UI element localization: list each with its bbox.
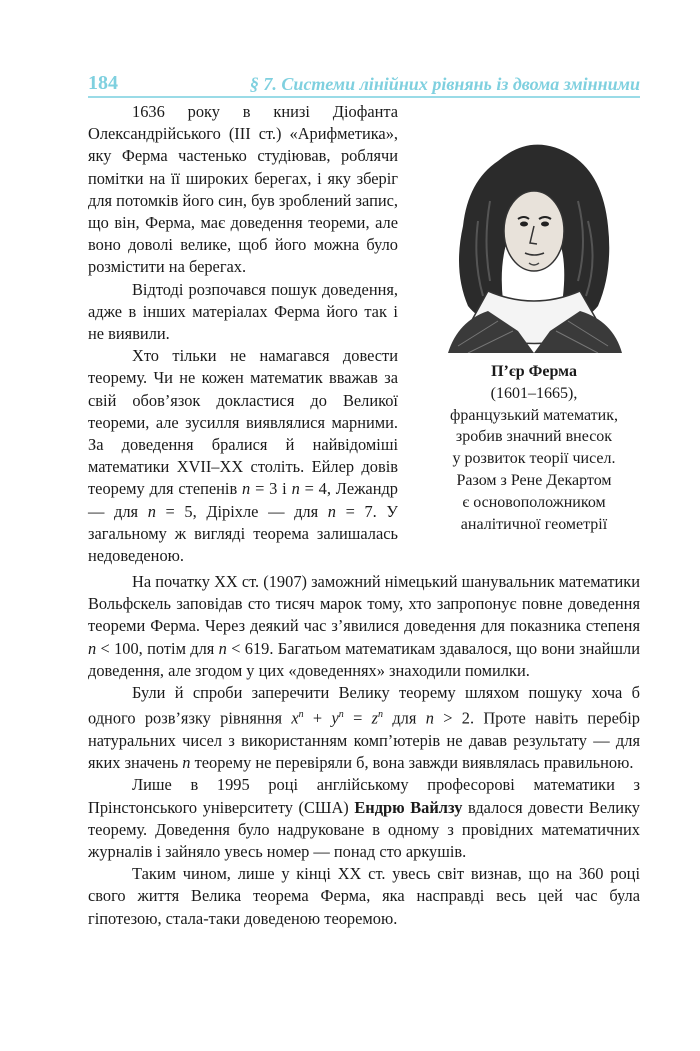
paragraph-6 — [88, 774, 640, 863]
variable-x: x — [291, 708, 299, 728]
text-run: > 2. Проте навіть перебір натуральних чисел з використанням комп’ютерів не давав результату — для яких значень — [88, 708, 640, 773]
variable-n: n — [182, 753, 191, 773]
caption-line: є основоположником — [462, 493, 606, 511]
text-run: для — [383, 708, 426, 728]
variable-n: n — [327, 501, 336, 521]
text-run: = — [343, 708, 372, 728]
caption-line: (1601–1665), — [490, 384, 578, 402]
page-number: 184 — [88, 72, 118, 94]
fermat-portrait — [428, 131, 642, 353]
narrow-column — [88, 101, 398, 567]
text-run: теорему не перевіряли б, вона завжди виявлялась правильною. — [190, 753, 634, 773]
name-wiles: Ендрю Вайлзу — [354, 797, 463, 817]
variable-n: n — [147, 501, 156, 521]
text-run: = 5, Діріхле — для — [155, 501, 328, 521]
variable-y: y — [331, 708, 339, 728]
text-run: = 4, Лежандр — для — [88, 479, 398, 521]
wide-column — [88, 571, 640, 930]
variable-n: n — [242, 479, 251, 499]
exponent-n: n — [378, 709, 384, 721]
text-run: Лише в 1995 році англійському професорові математики з Прінстонського університету (США) — [88, 775, 640, 817]
caption-name: П’єр Ферма — [491, 363, 577, 380]
running-header — [88, 72, 640, 98]
caption-line: зробив значний внесок — [455, 428, 613, 446]
caption-line: французький математик, — [450, 406, 618, 424]
paragraph-4 — [88, 571, 640, 682]
text-run: Хто тільки не намагався довести теорему. Чи не кожен математик вважав за свій обов’язок докластися до Великої теореми, але зусилля виявлялися марними. За доведення бралися й найвідоміші математики XVII–XX століть. Ейлер довів теорему для степенів — [88, 346, 398, 499]
paragraph-1: 1636 року в книзі Діофанта Олександрійського (ІІІ ст.) «Арифметика», яку Ферма частенько студіював, роблячи помітки на її широких берегах, і яку зберіг для потомків його син, був зроблений запис, що він, Ферма, має доведення теореми, але воно доволі велике, щоб його можна було розмістити на берегах. — [88, 102, 398, 277]
text-run: + — [303, 708, 332, 728]
text-run: = 3 і — [250, 479, 292, 499]
running-title: § 7. Системи лінійних рівнянь із двома змінними — [249, 74, 640, 94]
text-run: вдалося довести Велику теорему. Доведення було надруковане в одному з провідних математичних журналів і зайняло увесь номер — понад сто аркушів. — [88, 797, 640, 861]
exponent-n: n — [338, 709, 344, 721]
header-rule — [88, 96, 640, 98]
caption-line: аналітичної геометрії — [460, 515, 608, 533]
text-run: Були й спроби заперечити Велику теорему шляхом пошуку хоча б одного розв’язку рівняння — [88, 683, 640, 728]
variable-z: z — [371, 708, 379, 728]
paragraph-5 — [88, 682, 640, 774]
caption-line: у розвиток теорії чисел. — [452, 450, 616, 468]
face-shape — [504, 191, 564, 271]
text-run: = 7. У загальному ж вигляді теорема залишалась недоведеною. — [88, 501, 398, 566]
variable-n: n — [425, 708, 434, 728]
variable-n: n — [218, 638, 227, 658]
paragraph-7: Таким чином, лише у кінці XX ст. увесь світ визнав, що на 360 році свого життя Велика теорема Ферма, яка насправді весь цей час була гіпотезою, стала-таки доведеною теоремою. — [88, 864, 640, 928]
portrait-caption — [410, 361, 658, 535]
text-run: < 100, потім для — [96, 638, 219, 658]
variable-n: n — [291, 479, 300, 499]
text-run: < 619. Багатьом математикам здавалося, що вони знайшли доведення, але згодом у цих «доведеннях» знаходили помилки. — [88, 638, 640, 680]
text-run: На початку XX ст. (1907) заможний німецький шанувальник математики Вольфскель заповідав сто тисяч марок тому, хто запропонує повне доведення теореми Ферма. Через деякий час з’явилися доведення для показника степеня — [88, 572, 640, 636]
variable-n: n — [88, 638, 97, 658]
paragraph-2: Відтоді розпочався пошук доведення, адже в інших матеріалах Ферма його так і не виявили. — [88, 279, 398, 344]
paragraph-3 — [88, 345, 398, 567]
exponent-n: n — [298, 709, 304, 721]
caption-line: Разом з Рене Декартом — [456, 471, 612, 489]
